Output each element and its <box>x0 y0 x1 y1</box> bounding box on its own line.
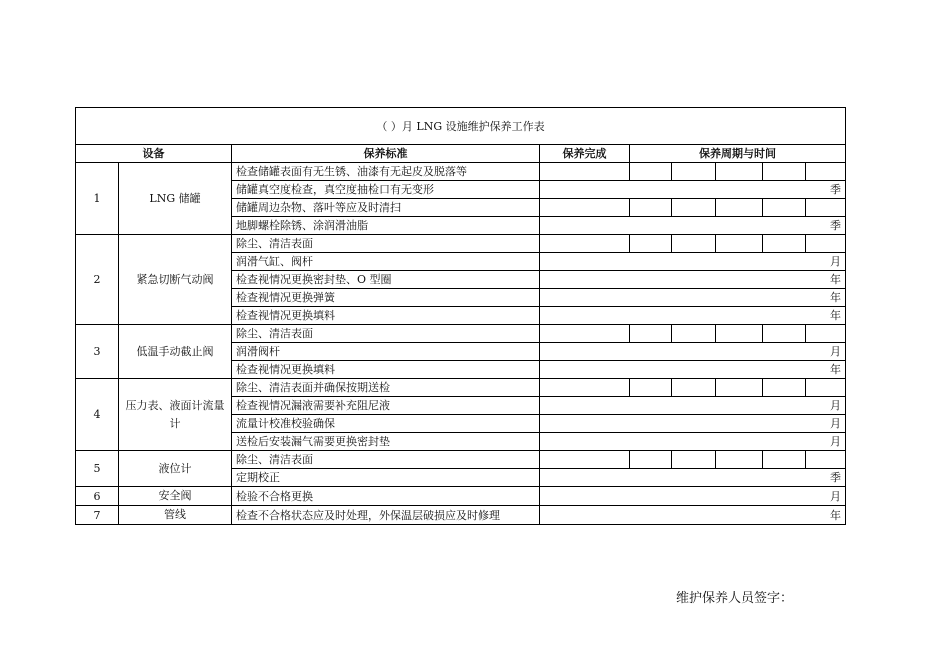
maintenance-standard: 检查视情况更换密封垫、O 型圈 <box>232 271 540 289</box>
period-cell: 季 <box>540 469 846 487</box>
header-device: 设备 <box>76 145 232 163</box>
period-time-cell[interactable] <box>716 163 763 181</box>
completion-cell[interactable] <box>540 163 630 181</box>
item-number: 5 <box>76 451 119 487</box>
period-time-cell[interactable] <box>806 379 846 397</box>
completion-cell[interactable] <box>540 379 630 397</box>
maintenance-standard: 流量计校准校验确保 <box>232 415 540 433</box>
maintenance-standard: 除尘、清洁表面 <box>232 325 540 343</box>
period-cell: 年 <box>540 361 846 379</box>
device-name: 紧急切断气动阀 <box>119 235 232 325</box>
item-number: 1 <box>76 163 119 235</box>
period-time-cell[interactable] <box>630 199 672 217</box>
period-cell: 月 <box>540 253 846 271</box>
maintenance-standard: 检查视情况更换填料 <box>232 361 540 379</box>
period-time-cell[interactable] <box>763 199 806 217</box>
period-time-cell[interactable] <box>763 325 806 343</box>
period-time-cell[interactable] <box>716 379 763 397</box>
table-row <box>76 325 846 343</box>
maintenance-table <box>75 107 846 525</box>
item-number: 4 <box>76 379 119 451</box>
maintenance-standard: 储罐周边杂物、落叶等应及时清扫 <box>232 199 540 217</box>
item-number: 7 <box>76 506 119 525</box>
period-time-cell[interactable] <box>630 379 672 397</box>
period-time-cell[interactable] <box>763 451 806 469</box>
period-time-cell[interactable] <box>716 199 763 217</box>
sheet-title: （ ）月 LNG 设施维护保养工作表 <box>76 108 846 145</box>
period-time-cell[interactable] <box>716 235 763 253</box>
period-time-cell[interactable] <box>806 325 846 343</box>
completion-cell[interactable] <box>540 325 630 343</box>
period-cell: 月 <box>540 433 846 451</box>
maintenance-standard: 除尘、清洁表面并确保按期送检 <box>232 379 540 397</box>
item-number: 2 <box>76 235 119 325</box>
period-time-cell[interactable] <box>763 379 806 397</box>
maintenance-standard: 润滑气缸、阀杆 <box>232 253 540 271</box>
maintenance-standard: 储罐真空度检查，真空度抽检口有无变形 <box>232 181 540 199</box>
period-time-cell[interactable] <box>672 199 716 217</box>
device-name: 低温手动截止阀 <box>119 325 232 379</box>
header-completion: 保养完成 <box>540 145 630 163</box>
maintenance-standard: 润滑阀杆 <box>232 343 540 361</box>
maintenance-standard: 除尘、清洁表面 <box>232 451 540 469</box>
device-name: LNG 储罐 <box>119 163 232 235</box>
maintenance-standard: 地脚螺栓除锈、涂润滑油脂 <box>232 217 540 235</box>
period-time-cell[interactable] <box>630 325 672 343</box>
table-row <box>76 451 846 469</box>
period-cell: 季 <box>540 217 846 235</box>
period-cell: 月 <box>540 397 846 415</box>
table-row <box>76 235 846 253</box>
maintenance-standard: 检验不合格更换 <box>232 487 540 506</box>
period-time-cell[interactable] <box>806 163 846 181</box>
period-cell: 年 <box>540 307 846 325</box>
table-row <box>76 379 846 397</box>
maintenance-sheet <box>75 107 846 525</box>
header-period: 保养周期与时间 <box>630 145 846 163</box>
device-name: 液位计 <box>119 451 232 487</box>
period-time-cell[interactable] <box>716 325 763 343</box>
period-time-cell[interactable] <box>716 451 763 469</box>
maintenance-standard: 定期校正 <box>232 469 540 487</box>
completion-cell[interactable] <box>540 235 630 253</box>
table-row <box>76 163 846 181</box>
period-time-cell[interactable] <box>672 163 716 181</box>
maintenance-standard: 检查视情况漏液需要补充阻尼液 <box>232 397 540 415</box>
period-cell: 年 <box>540 289 846 307</box>
period-cell: 年 <box>540 271 846 289</box>
maintenance-standard: 除尘、清洁表面 <box>232 235 540 253</box>
completion-cell[interactable] <box>540 199 630 217</box>
device-name: 管线 <box>119 506 232 525</box>
maintenance-standard: 送检后安装漏气需要更换密封垫 <box>232 433 540 451</box>
device-name: 压力表、液面计流量计 <box>119 379 232 451</box>
period-time-cell[interactable] <box>806 235 846 253</box>
period-time-cell[interactable] <box>806 199 846 217</box>
period-time-cell[interactable] <box>806 451 846 469</box>
period-time-cell[interactable] <box>630 235 672 253</box>
period-time-cell[interactable] <box>672 235 716 253</box>
period-time-cell[interactable] <box>763 235 806 253</box>
maintenance-standard: 检查视情况更换填料 <box>232 307 540 325</box>
device-name: 安全阀 <box>119 487 232 506</box>
period-time-cell[interactable] <box>630 451 672 469</box>
maintenance-standard: 检查视情况更换弹簧 <box>232 289 540 307</box>
item-number: 3 <box>76 325 119 379</box>
period-cell: 年 <box>540 506 846 525</box>
table-row <box>76 487 846 506</box>
header-standard: 保养标准 <box>232 145 540 163</box>
period-cell: 月 <box>540 487 846 506</box>
completion-cell[interactable] <box>540 451 630 469</box>
period-time-cell[interactable] <box>672 325 716 343</box>
signature-label: 维护保养人员签字： <box>676 591 794 606</box>
period-time-cell[interactable] <box>763 163 806 181</box>
period-time-cell[interactable] <box>630 163 672 181</box>
period-time-cell[interactable] <box>672 451 716 469</box>
item-number: 6 <box>76 487 119 506</box>
maintenance-standard: 检查储罐表面有无生锈、油漆有无起皮及脱落等 <box>232 163 540 181</box>
period-time-cell[interactable] <box>672 379 716 397</box>
period-cell: 月 <box>540 415 846 433</box>
table-row <box>76 506 846 525</box>
maintenance-standard: 检查不合格状态应及时处理，外保温层破损应及时修理 <box>232 506 540 525</box>
period-cell: 月 <box>540 343 846 361</box>
period-cell: 季 <box>540 181 846 199</box>
